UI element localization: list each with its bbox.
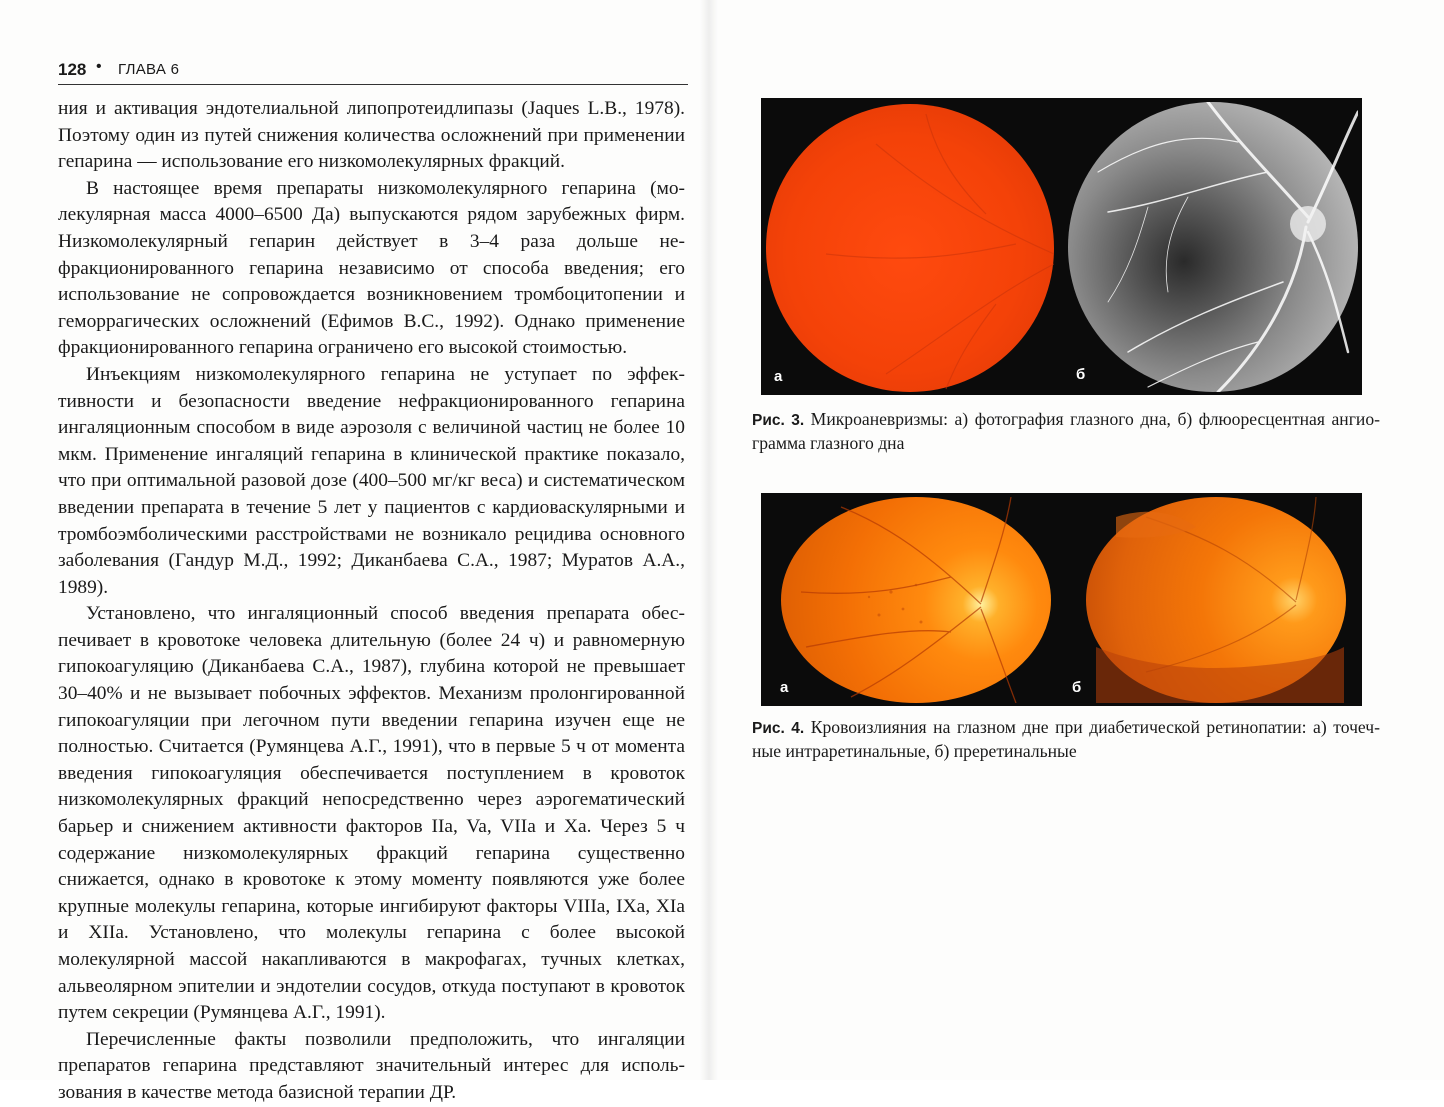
chapter-label: ГЛАВА 6 — [118, 61, 180, 78]
header-rule — [58, 84, 688, 85]
caption-label: Рис. 4. — [752, 720, 805, 737]
figure-4-plate — [761, 493, 1362, 706]
panel-label-b: б — [1076, 366, 1086, 383]
fundus-hemorrhage-a-image — [781, 497, 1051, 703]
page-number: 128 — [58, 60, 87, 79]
caption-label: Рис. 3. — [752, 412, 805, 429]
paragraph: ния и активация эндотелиальной липопротеидлипазы (Jaques L.B., 1978). Поэтому один из путей снижения количества осложнений при применении гепарина — использование его низкомолекулярных фракций. — [58, 98, 685, 173]
caption-text: Микроаневризмы: а) фотография глазного дна, б) флюоресцентная ангиограмма глазного дна — [752, 409, 1380, 453]
figure-3-caption — [752, 408, 1380, 455]
figure-4 — [761, 493, 1362, 706]
paragraph: Перечисленные факты позволили предположить, что ингаляции препаратов гепарина представляют значительный интерес для использования в качестве метода базисной терапии ДР. — [58, 1028, 685, 1103]
paragraph: Инъекциям низкомолекулярного гепарина не уступает по эффективности и безопасности введение нефракционированного гепарина ингаляционным способом в виде аэрозоля с величиной частиц не более 10 мкм. Применение ингаляций гепарина в клинической практике показало, что при оптимальной разовой дозе (400–500 мг/кг веса) и систематическом введении препарата в течение 5 лет у пациентов с кардиоваскулярными и тромбоэмболическими расстройствами не возникало рецидива основного заболевания (Гандур М.Д., 1992; Диканбаева С.А., 1987; Муратов А.А., 1989). — [58, 363, 685, 598]
panel-label-b: б — [1072, 679, 1082, 696]
retinal-vessels-graphic — [1086, 497, 1346, 703]
body-text — [58, 96, 685, 1107]
retinal-vessels-graphic — [781, 497, 1051, 703]
figure-4-caption — [752, 716, 1380, 763]
gutter-shadow — [700, 0, 718, 1080]
bullet-icon: • — [96, 58, 102, 75]
panel-label-a: а — [774, 368, 783, 385]
retinal-vessels-graphic — [766, 104, 1054, 392]
running-head — [58, 56, 690, 84]
fundus-photo-image — [766, 104, 1054, 392]
paragraph: Установлено, что ингаляционный способ введения препарата обеспечивает в кровотоке человека длительную (более 24 ч) и равномерную гипокоагуляцию (Диканбаева С.А., 1987), глубина которой не превышает 30–40% и не вызывает побочных эффектов. Механизм пролонгированной гипокоагуляции при легочном пути введении гепарина изучен еще не полностью. Считается (Румянцева А.Г., 1991), что в первые 5 ч от момента введения гипокоагуляция обеспечивается поступлением в кровоток низкомолекулярных фракций непосредственно через аэрогематический барьер и снижением активности факторов IIa, Va, VIIa и Xa. Через 5 ч содержание низкомолекулярных фракций гепарина существенно снижается, однако в кровотоке к этому моменту появляются уже более крупные молекулы гепарина, которые ингибируют факторы VIIIa, IXa, XIa и XIIa. Установлено, что молекулы гепарина с более высокой молекулярной массой накапливаются в макрофагах, тучных клетках, альвеолярном эпителии и эндотелии сосудов, откуда поступают в кровоток путем секреции (Румянцева А.Г., 1991). — [58, 603, 685, 1024]
angiogram-vessels-graphic — [1068, 102, 1358, 392]
figure-3-plate — [761, 98, 1362, 395]
paragraph: В настоящее время препараты низкомолекулярного гепарина (молекулярная масса 4000–6500 Да) выпускаются рядом зарубежных фирм. Низкомолекулярный гепарин действует в 3–4 раза дольше нефракционированного гепарина независимо от способа введения; его использование не сопровождается возникновением тромбоцитопении и геморрагических осложнений (Ефимов В.С., 1992). Однако применение фракционированного гепарина ограничено его высокой стоимостью. — [58, 177, 685, 359]
figure-3 — [761, 98, 1362, 395]
fundus-hemorrhage-b-image — [1086, 497, 1346, 703]
panel-label-a: а — [780, 679, 789, 696]
caption-text: Кровоизлияния на глазном дне при диабетической ретинопатии: а) точечные интраретинальные, б) преретинальные — [752, 717, 1380, 761]
angiogram-image — [1068, 102, 1358, 392]
